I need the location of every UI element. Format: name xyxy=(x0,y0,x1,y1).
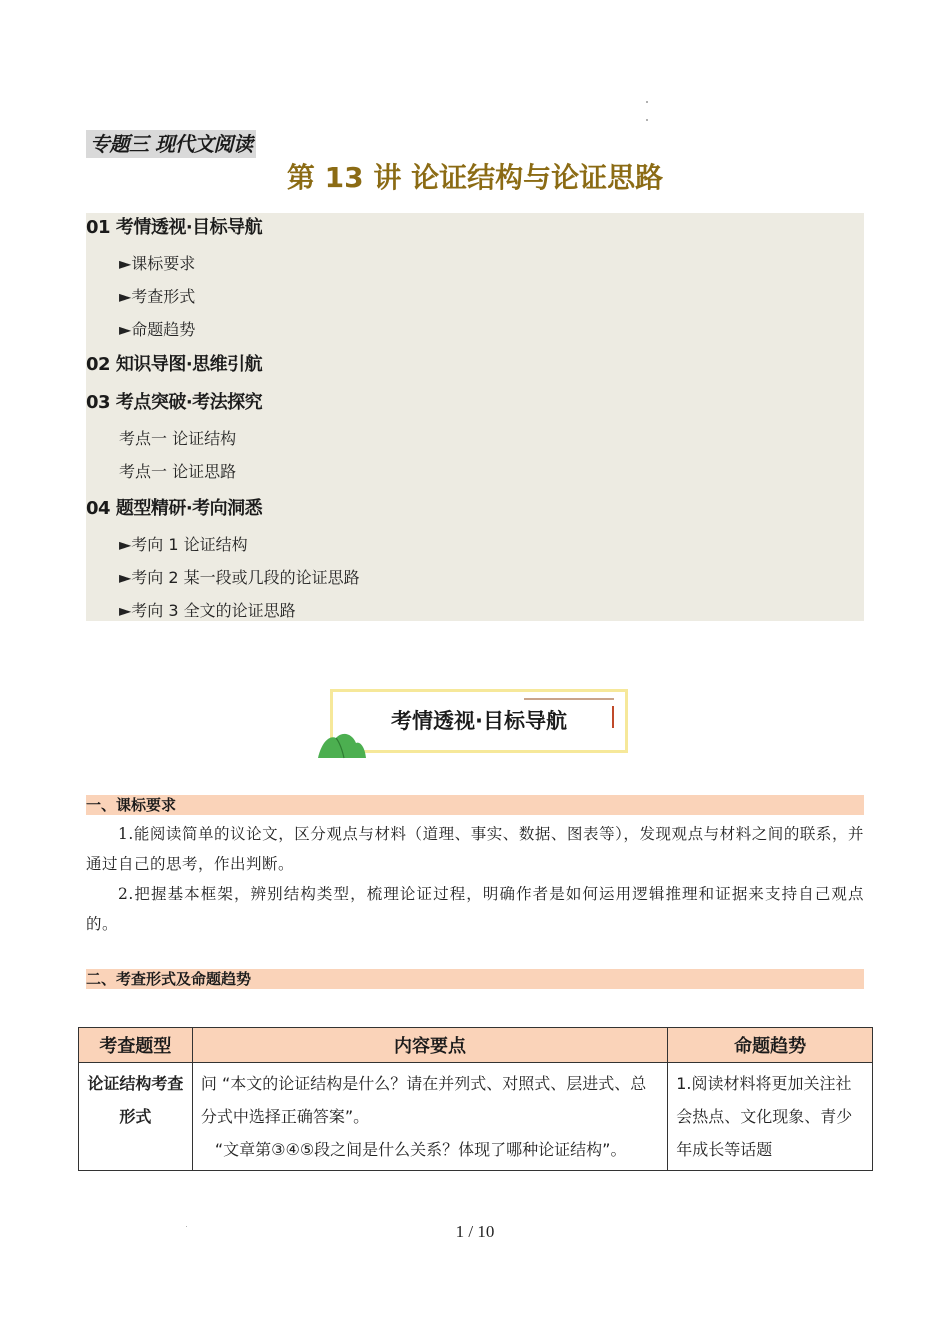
section-title-exam-format: 二、考查形式及命题趋势 xyxy=(86,969,864,989)
table-of-contents xyxy=(86,213,864,621)
toc-heading-1[interactable]: 01 考情透视·目标导航 xyxy=(86,217,263,238)
toc-heading-2[interactable]: 02 知识导图·思维引航 xyxy=(86,354,263,375)
paragraph: 2.把握基本框架，辨别结构类型，梳理论证过程，明确作者是如何运用逻辑推理和证据来支持自己观点的。 xyxy=(86,885,864,933)
toc-heading-4[interactable]: 04 题型精研·考向洞悉 xyxy=(86,498,263,519)
paragraph: 1.能阅读简单的议论文，区分观点与材料（道理、事实、数据、图表等），发现观点与材料之间的联系，并通过自己的思考，作出判断。 xyxy=(86,825,864,873)
scan-speck xyxy=(646,119,648,121)
topic-tag: 专题三 现代文阅读 xyxy=(86,130,256,158)
toc-item[interactable]: ►考向 2 某一段或几段的论证思路 xyxy=(119,568,360,587)
section-title-curriculum: 一、课标要求 xyxy=(86,795,864,815)
type-cell: 论证结构考查形式 xyxy=(79,1063,193,1171)
table-header: 考查题型 xyxy=(79,1028,193,1063)
table-row xyxy=(79,1063,873,1171)
content-cell xyxy=(192,1063,667,1171)
exam-format-table xyxy=(78,1027,873,1171)
toc-item[interactable]: ►命题趋势 xyxy=(119,320,196,339)
page-number: 1 / 10 xyxy=(455,1222,495,1241)
toc-heading-3[interactable]: 03 考点突破·考法探究 xyxy=(86,392,263,413)
table-header: 内容要点 xyxy=(192,1028,667,1063)
table-header: 命题趋势 xyxy=(668,1028,873,1063)
toc-item[interactable]: 考点一 论证思路 xyxy=(119,462,237,481)
toc-item[interactable]: ►考向 3 全文的论证思路 xyxy=(119,601,296,620)
toc-item[interactable]: ►课标要求 xyxy=(119,254,196,273)
content-line: 问 “本文的论证结构是什么？请在并列式、对照式、层进式、总分式中选择正确答案”。 xyxy=(200,1074,647,1126)
toc-item[interactable]: ►考查形式 xyxy=(119,287,196,306)
toc-item[interactable]: ►考向 1 论证结构 xyxy=(119,535,248,554)
trend-cell: 1.阅读材料将更加关注社会热点、文化现象、青少年成长等话题 xyxy=(668,1063,873,1171)
page-title: 第 13 讲 论证结构与论证思路 xyxy=(286,161,664,194)
content-line: “文章第③④⑤段之间是什么关系？体现了哪种论证结构”。 xyxy=(214,1140,627,1159)
toc-item[interactable]: 考点一 论证结构 xyxy=(119,429,237,448)
scan-speck xyxy=(646,101,648,103)
banner-title: 考情透视·目标导航 xyxy=(391,709,567,733)
hill-icon xyxy=(316,729,368,759)
banner-accent-line xyxy=(524,698,614,700)
